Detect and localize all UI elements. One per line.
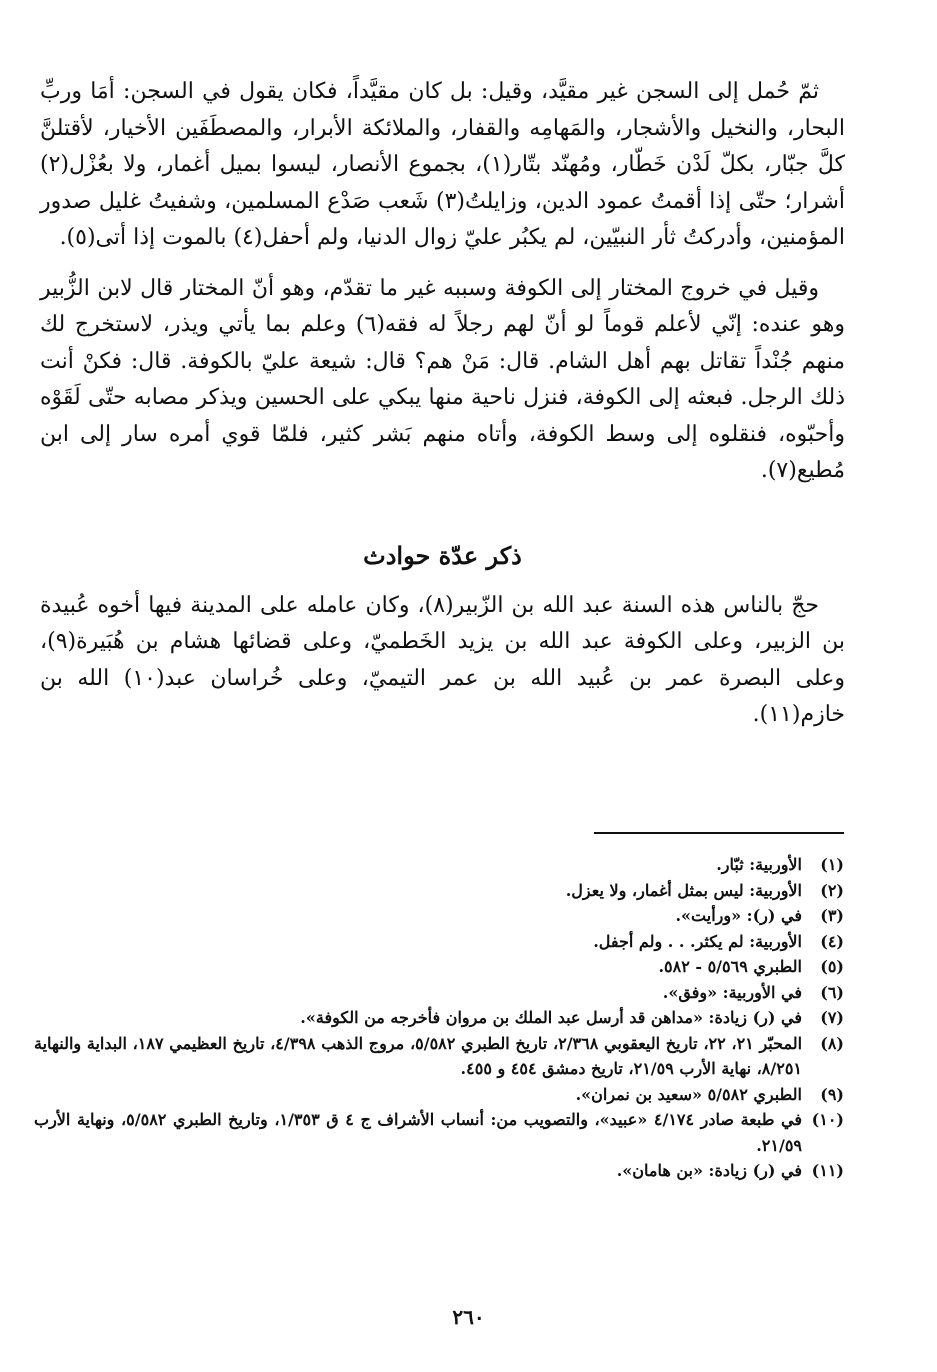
paragraph-2: وقيل في خروج المختار إلى الكوفة وسببه غير ما تقدّم، وهو أنّ المختار قال لابن الزُّبير وهو عنده: إنّي لأعلم قوماً لو أنّ لهم رجلاً له فقه(٦) وعلم بما يأتي ويذر، لاستخرج لك منهم جُنْداً تقاتل بهم أهل الشام. قال: مَنْ هم؟ قال: شيعة عليّ بالكوفة. قال: فكنْ أنت ذلك الرجل. فبعثه إلى الكوفة، فنزل ناحية منها يبكي على الحسين ويذكر مصابه حتّى لَقَوْه وأحبّوه، فنقلوه إلى وسط الكوفة، وأتاه منهم بَشر كثير، فلمّا قوي أمره سار إلى ابن مُطيع(٧). — [40, 275, 846, 483]
footnote-number: (٩) — [820, 1084, 844, 1104]
footnote-number: (٢) — [820, 880, 844, 900]
page-number: ٢٦٠ — [452, 1305, 485, 1329]
footnote-item — [34, 903, 844, 929]
footnote-number: (١) — [820, 855, 844, 874]
footnote-item — [34, 954, 844, 980]
footnote-item — [34, 1031, 844, 1082]
footnote-text: في الأوربية: «وفق». — [662, 982, 802, 1002]
footnote-number: (٥) — [820, 957, 844, 976]
footnote-number: (٣) — [820, 906, 844, 925]
footnote-text: الأوربية: لم يكثر. . . ولم أجفل. — [593, 931, 802, 951]
footnote-text: الأوربية: ليس بمثل أغمار، ولا يعزل. — [565, 880, 802, 900]
footnote-item — [34, 1158, 844, 1184]
footnote-item — [34, 1005, 844, 1031]
footnote-item — [34, 1107, 844, 1158]
main-text — [40, 74, 845, 748]
footnote-item — [34, 878, 844, 904]
footnote-text: الطبري ٥/٥٦٩ - ٥٨٢. — [658, 957, 802, 976]
footnotes-list — [34, 852, 844, 1184]
section-heading: ذكر عدّة حوادث — [363, 540, 522, 570]
footnote-item — [34, 1082, 844, 1108]
footnote-text: الأوربية: ثبّار. — [716, 855, 802, 874]
footnote-item — [34, 929, 844, 955]
footnote-item — [34, 852, 844, 878]
footnote-number: (٨) — [820, 1033, 844, 1053]
footnote-text: في (ر): «ورأيت». — [675, 906, 802, 925]
footnote-text: في (ر) زيادة: «بن هامان». — [616, 1161, 802, 1180]
footnote-number: (٤) — [820, 931, 844, 951]
footnote-text: في (ر) زيادة: «مداهن قد أرسل عبد الملك بن مروان فأخرجه من الكوفة». — [300, 1008, 802, 1027]
footnote-number: (٧) — [820, 1008, 844, 1027]
footnote-item — [34, 980, 844, 1006]
footnote-text: الطبري ٥/٥٨٢ «سعيد بن نمران». — [575, 1084, 802, 1104]
footnote-text: في طبعة صادر ٤/١٧٤ «عبيد»، والتصويب من: أنساب الأشراف ج ٤ ق ١/٣٥٣، وتاريخ الطبري ٥/٥٨٢، ونهاية الأرب ٢١/٥٩. — [34, 1110, 803, 1155]
footnote-number: (١١) — [811, 1161, 844, 1180]
paragraph-3: حجّ بالناس هذه السنة عبد الله بن الزّبير(٨)، وكان عامله على المدينة فيها أخوه عُبيدة بن الزبير، وعلى الكوفة عبد الله بن يزيد الخَطميّ، وعلى قضائها هشام بن هُبَيرة(٩)، وعلى البصرة عمر بن عُبيد الله بن عمر التيميّ، وعلى خُراسان عبد(١٠) الله بن خازم(١١). — [40, 592, 845, 727]
footnote-number: (٦) — [820, 982, 844, 1002]
footnote-text: المحبّر ٢١، ٢٢، تاريخ اليعقوبي ٢/٣٦٨، تاريخ الطبري ٥/٥٨٢، مروج الذهب ٤/٣٩٨، تاريخ العظيمي ١٨٧، البداية والنهاية ٨/٢٥١، نهاية الأرب ٢١/٥٩، تاريخ دمشق ٤٥٤ و ٤٥٥. — [34, 1033, 803, 1078]
paragraph-1: ثمّ حُمل إلى السجن غير مقيَّد، وقيل: بل كان مقيَّداً، فكان يقول في السجن: أمَا وربِّ البحار، والنخيل والأشجار، والمَهامِه والقفار، والملائكة الأبرار، والمصطَفَين الأخيار، لأقتلنَّ كلَّ جبّار، بكلّ لَدْن خَطّار، ومُهنّد بتّار(١)، بجموع الأنصار، ليسوا بميل أغمار، ولا بعُزْل(٢) أشرار؛ حتّى إذا أقمتُ عمود الدين، وزايلتُ(٣) شَعب صَدْع المسلمين، وشفيتُ غليل صدور المؤمنين، وأدركتُ ثأر النبيّين، لم يكبُر عليّ زوال الدنيا، ولم أحفل(٤) بالموت إذا أتى(٥). — [40, 79, 846, 250]
footnote-number: (١٠) — [811, 1110, 844, 1129]
footnote-divider — [594, 832, 844, 834]
